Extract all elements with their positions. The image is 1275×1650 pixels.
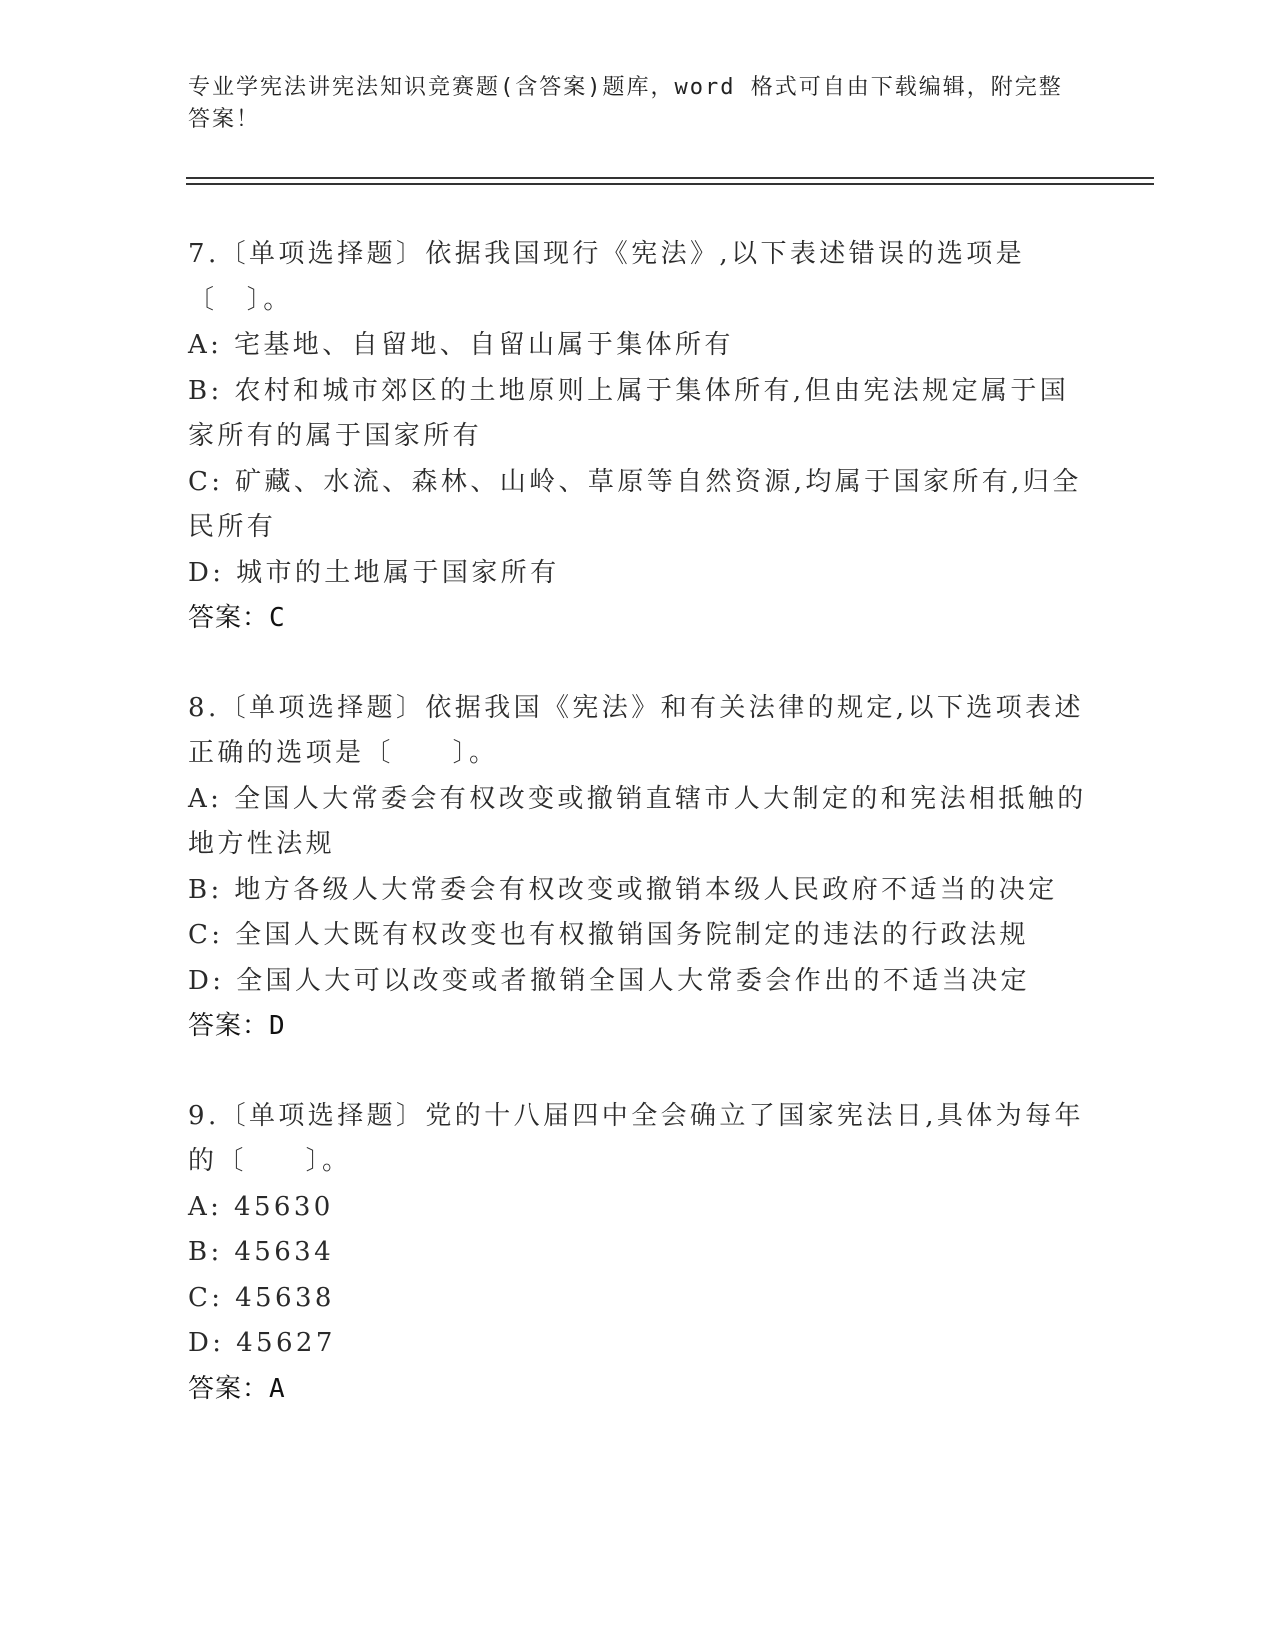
- question-text: 8.〔单项选择题〕依据我国《宪法》和有关法律的规定,以下选项表述正确的选项是〔 〕。: [188, 692, 1084, 768]
- header-divider-bottom: [186, 183, 1154, 185]
- option-d: D: 45627: [188, 1328, 336, 1358]
- header-divider-top: [186, 177, 1154, 179]
- answer-label: 答案：D: [188, 1011, 286, 1041]
- option-a: A: 全国人大常委会有权改变或撤销直辖市人大制定的和宪法相抵触的地方性法规: [188, 783, 1087, 859]
- option-b: B: 地方各级人大常委会有权改变或撤销本级人民政府不适当的决定: [188, 874, 1058, 905]
- option-b: B: 45634: [188, 1237, 335, 1267]
- answer-label: 答案：C: [188, 603, 286, 633]
- option-c: C: 全国人大既有权改变也有权撤销国务院制定的违法的行政法规: [188, 920, 1029, 950]
- option-c: C: 45638: [188, 1282, 335, 1313]
- answer-label: 答案：A: [188, 1373, 286, 1404]
- question-9: [188, 1094, 1088, 1413]
- option-d: D: 城市的土地属于国家所有: [188, 557, 560, 588]
- question-text: 9.〔单项选择题〕党的十八届四中全会确立了国家宪法日,具体为每年的〔 〕。: [188, 1100, 1084, 1176]
- question-8: [188, 686, 1088, 1050]
- question-text: 7.〔单项选择题〕依据我国现行《宪法》,以下表述错误的选项是〔 〕。: [188, 239, 1026, 315]
- option-a: A: 宅基地、自留地、自留山属于集体所有: [188, 330, 734, 360]
- question-7: [188, 232, 1088, 642]
- option-a: A: 45630: [188, 1191, 334, 1222]
- question-list: [188, 232, 1088, 1456]
- option-d: D: 全国人大可以改变或者撤销全国人大常委会作出的不适当决定: [188, 965, 1030, 996]
- option-c: C: 矿藏、水流、森林、山岭、草原等自然资源,均属于国家所有,归全民所有: [188, 466, 1082, 542]
- document-header: 专业学宪法讲宪法知识竞赛题(含答案)题库，word 格式可自由下载编辑，附完整答案！: [188, 75, 1063, 132]
- option-b: B: 农村和城市郊区的土地原则上属于集体所有,但由宪法规定属于国家所有的属于国家所有: [188, 375, 1070, 451]
